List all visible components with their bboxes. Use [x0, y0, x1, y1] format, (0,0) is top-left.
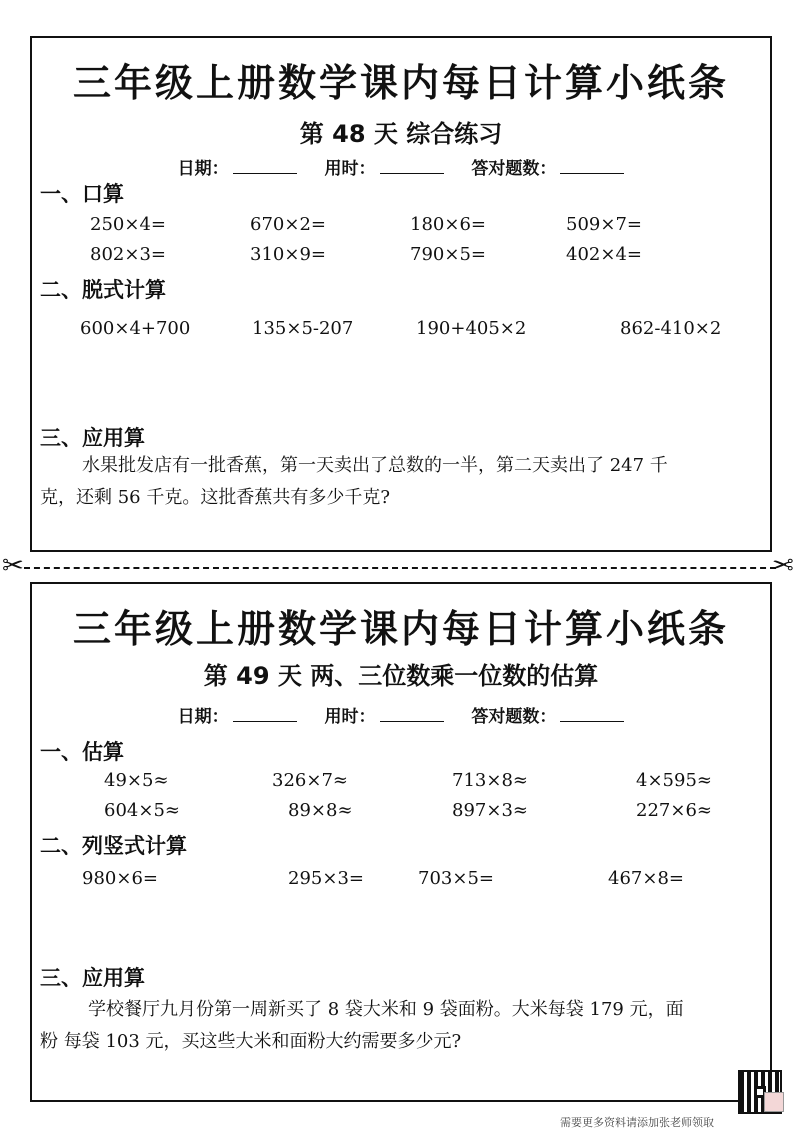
problem: 4×595≈: [636, 770, 712, 791]
date-blank: [233, 159, 297, 174]
problem: 250×4=: [90, 214, 166, 235]
problem: 135×5-207: [252, 318, 354, 339]
word-problem-line: 学校餐厅九月份第一周新买了 8 袋大米和 9 袋面粉。大米每袋 179 元，面: [88, 999, 684, 1020]
section-heading: 二、脱式计算: [40, 278, 166, 302]
problem: 180×6=: [410, 214, 486, 235]
correct-label: 答对题数：: [471, 707, 557, 727]
time-label: 用时：: [324, 707, 376, 727]
scissor-icon: ✂: [2, 551, 24, 581]
section-heading: 二、列竖式计算: [40, 834, 187, 858]
date-label: 日期：: [177, 707, 229, 727]
problem: 604×5≈: [104, 800, 180, 821]
problem: 670×2=: [250, 214, 326, 235]
sheet-title: 三年级上册数学课内每日计算小纸条: [72, 607, 729, 651]
problem: 509×7=: [566, 214, 642, 235]
info-line: [32, 702, 770, 727]
sheet-subtitle: 第 48 天 综合练习: [299, 120, 503, 148]
problem: 227×6≈: [636, 800, 712, 821]
problem: 49×5≈: [104, 770, 169, 791]
cut-line: [24, 567, 776, 569]
section-heading: 三、应用算: [40, 426, 145, 450]
problem: 790×5=: [410, 244, 486, 265]
sheet-title: 三年级上册数学课内每日计算小纸条: [72, 61, 729, 105]
problem: 190+405×2: [416, 318, 527, 339]
date-label: 日期：: [177, 159, 229, 179]
problem: 980×6=: [82, 868, 158, 889]
date-blank: [233, 707, 297, 722]
correct-blank: [560, 707, 624, 722]
word-problem-line: 水果批发店有一批香蕉，第一天卖出了总数的一半，第二天卖出了 247 千: [82, 455, 668, 476]
avatar-icon: [764, 1092, 784, 1112]
time-label: 用时：: [324, 159, 376, 179]
sheet-subtitle: 第 49 天 两、三位数乘一位数的估算: [203, 662, 599, 690]
problem: 310×9=: [250, 244, 326, 265]
problem: 600×4+700: [80, 318, 191, 339]
problem: 402×4=: [566, 244, 642, 265]
word-problem-line: 克，还剩 56 千克。这批香蕉共有多少千克?: [40, 487, 390, 508]
problem: 713×8≈: [452, 770, 528, 791]
footer-note: 需要更多资料请添加张老师领取: [560, 1116, 714, 1129]
problem: 467×8=: [608, 868, 684, 889]
problem: 89×8≈: [288, 800, 353, 821]
section-heading: 三、应用算: [40, 966, 145, 990]
time-blank: [380, 707, 444, 722]
problem: 802×3=: [90, 244, 166, 265]
scissor-icon: ✂: [772, 551, 794, 581]
correct-blank: [560, 159, 624, 174]
problem: 295×3=: [288, 868, 364, 889]
word-problem-line: 粉 每袋 103 元，买这些大米和面粉大约需要多少元?: [40, 1031, 462, 1052]
problem: 703×5=: [418, 868, 494, 889]
section-heading: 一、口算: [40, 182, 124, 206]
problem: 897×3≈: [452, 800, 528, 821]
info-line: [32, 154, 770, 179]
time-blank: [380, 159, 444, 174]
problem: 326×7≈: [272, 770, 348, 791]
section-heading: 一、估算: [40, 740, 124, 764]
worksheet-day-48: [30, 36, 772, 552]
problem: 862-410×2: [620, 318, 722, 339]
correct-label: 答对题数：: [471, 159, 557, 179]
worksheet-day-49: [30, 582, 772, 1102]
